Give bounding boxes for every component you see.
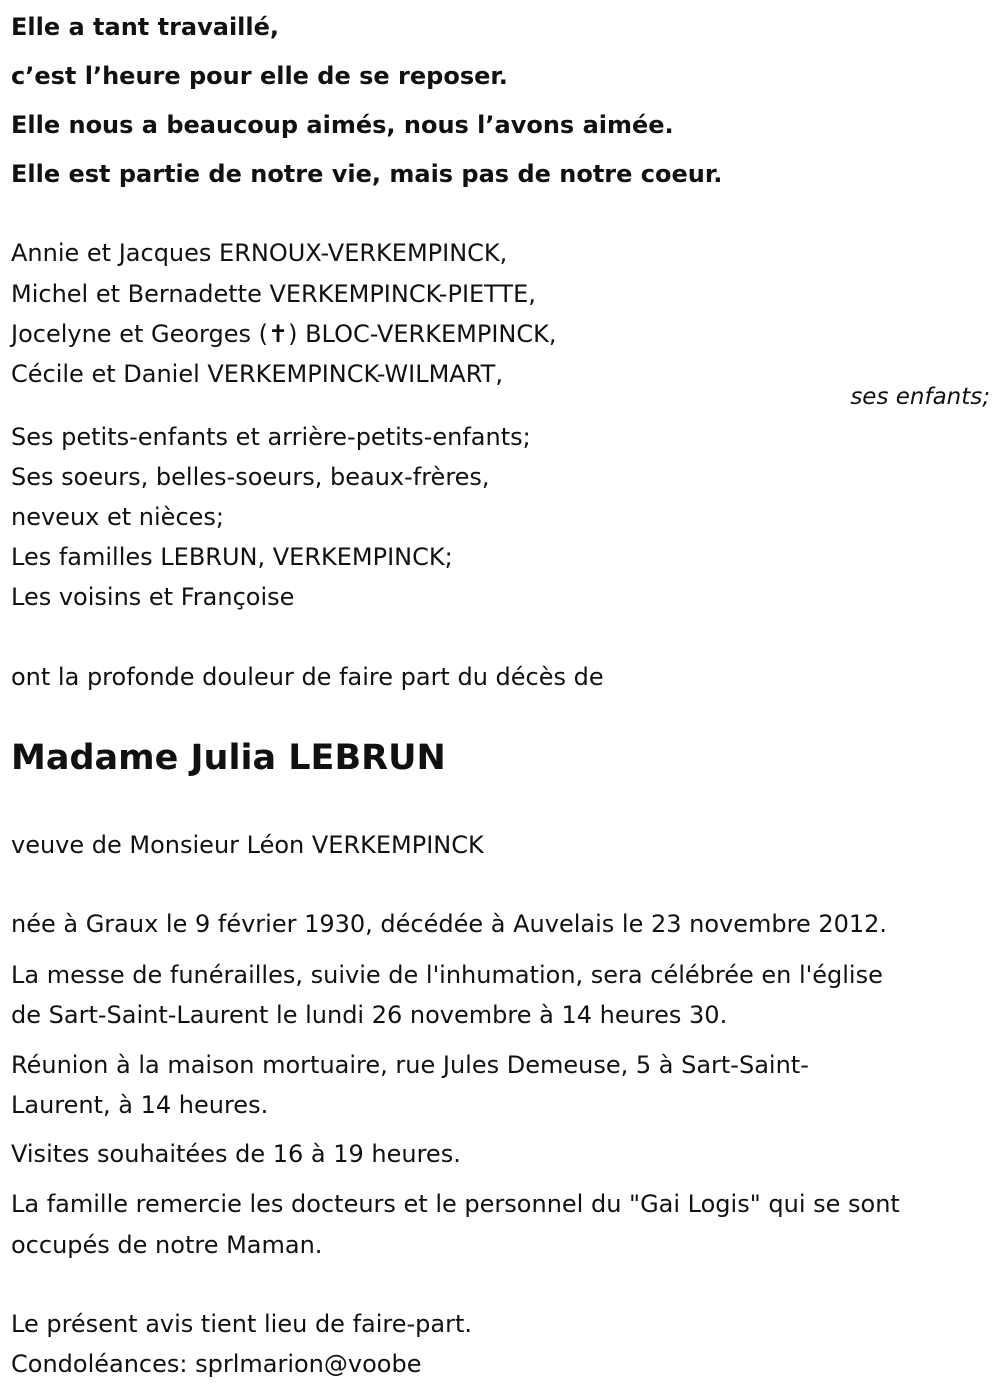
visits-line: Visites souhaitées de 16 à 19 heures. [11,1140,461,1168]
family-line: Les voisins et Françoise [11,583,295,611]
thanks-line: occupés de notre Maman. [11,1231,323,1259]
family-line: Ses soeurs, belles-soeurs, beaux-frères, [11,463,490,491]
poem-line: c’est l’heure pour elle de se reposer. [11,62,508,90]
gathering-line: Laurent, à 14 heures. [11,1091,269,1119]
gathering-line: Réunion à la maison mortuaire, rue Jules Demeuse, 5 à Sart-Saint- [11,1051,809,1079]
widow-of: veuve de Monsieur Léon VERKEMPINCK [11,831,484,859]
poem-line: Elle nous a beaucoup aimés, nous l’avons aimée. [11,111,674,139]
notice-line: Le présent avis tient lieu de faire-part. [11,1310,473,1338]
child-couple: Cécile et Daniel VERKEMPINCK-WILMART, [11,360,503,388]
child-couple: Annie et Jacques ERNOUX-VERKEMPINCK, [11,239,508,267]
child-couple: Michel et Bernadette VERKEMPINCK-PIETTE, [11,280,536,308]
child-couple: Jocelyne et Georges (✝) BLOC-VERKEMPINCK, [11,320,557,348]
family-line: Les familles LEBRUN, VERKEMPINCK; [11,543,453,571]
deceased-name: Madame Julia LEBRUN [11,738,446,778]
birth-death-line: née à Graux le 9 février 1930, décédée à Auvelais le 23 novembre 2012. [11,910,888,938]
family-line: neveux et nièces; [11,503,224,531]
condolences-line: Condoléances: sprlmarion@voobe [11,1350,422,1378]
poem-line: Elle est partie de notre vie, mais pas de notre coeur. [11,160,723,188]
funeral-line: La messe de funérailles, suivie de l'inhumation, sera célébrée en l'église [11,961,883,989]
family-line: Ses petits-enfants et arrière-petits-enfants; [11,423,531,451]
thanks-line: La famille remercie les docteurs et le personnel du "Gai Logis" qui se sont [11,1190,900,1218]
poem-line: Elle a tant travaillé, [11,13,280,41]
children-label: ses enfants; [850,384,990,410]
funeral-line: de Sart-Saint-Laurent le lundi 26 novembre à 14 heures 30. [11,1001,728,1029]
announcement: ont la profonde douleur de faire part du décès de [11,663,604,691]
